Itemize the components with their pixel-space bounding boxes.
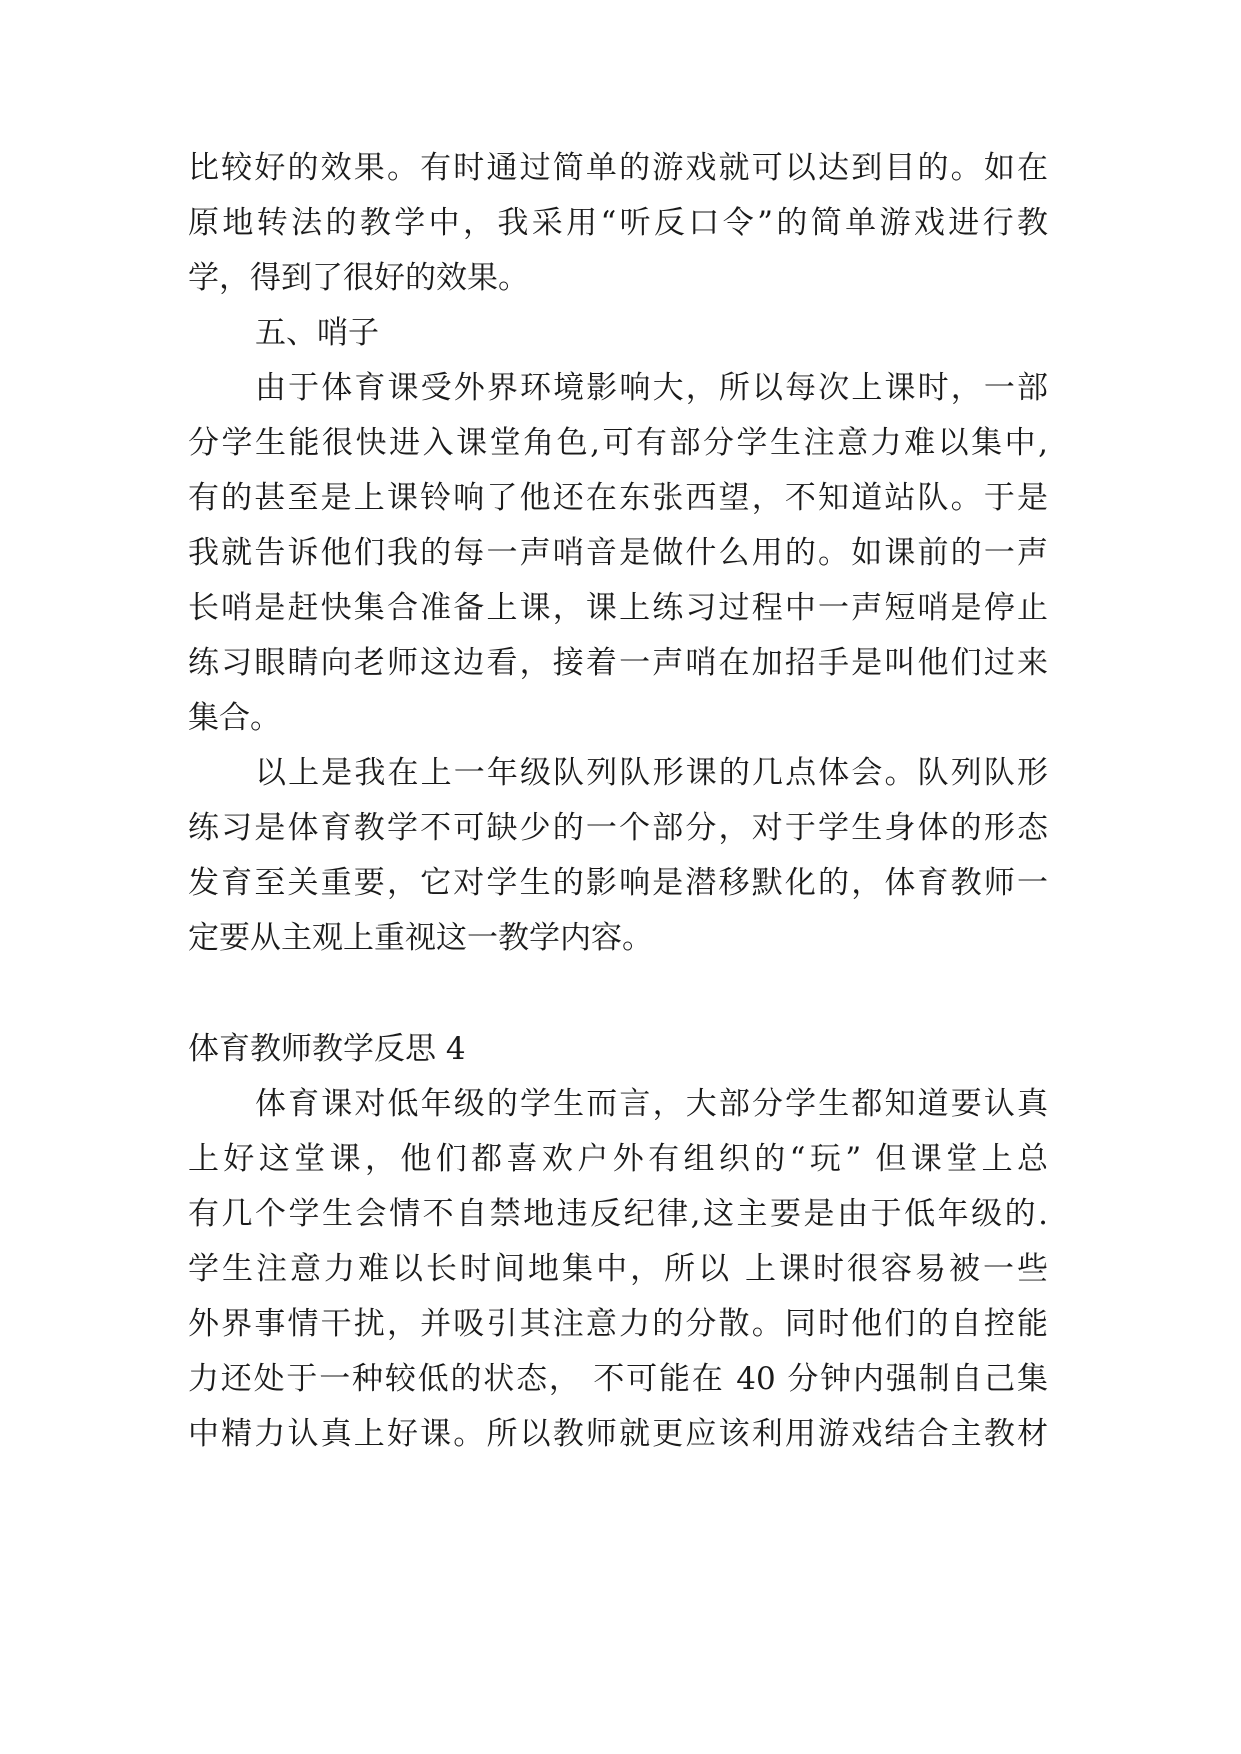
paragraph-line: 有的甚至是上课铃响了他还在东张西望，不知道站队。于是 — [188, 480, 1048, 516]
paragraph-line: 外界事情干扰，并吸引其注意力的分散。同时他们的自控能 — [188, 1306, 1048, 1342]
article-title: 体育教师教学反思 4 — [188, 1031, 466, 1067]
paragraph-line: 由于体育课受外界环境影响大，所以每次上课时，一部 — [255, 370, 1048, 406]
paragraph-line: 我就告诉他们我的每一声哨音是做什么用的。如课前的一声 — [188, 535, 1048, 571]
paragraph-line: 原地转法的教学中，我采用“听反口令”的简单游戏进行教 — [188, 205, 1048, 241]
paragraph-line: 学，得到了很好的效果。 — [188, 260, 529, 296]
paragraph-line: 以上是我在上一年级队列队形课的几点体会。队列队形 — [255, 755, 1048, 791]
paragraph-line: 练习眼睛向老师这边看，接着一声哨在加招手是叫他们过来 — [188, 645, 1048, 681]
paragraph-line: 长哨是赶快集合准备上课，课上练习过程中一声短哨是停止 — [188, 590, 1048, 626]
paragraph-line: 学生注意力难以长时间地集中，所以 上课时很容易被一些 — [188, 1251, 1048, 1287]
paragraph-line: 发育至关重要，它对学生的影响是潜移默化的，体育教师一 — [188, 865, 1048, 901]
paragraph-line: 练习是体育教学不可缺少的一个部分，对于学生身体的形态 — [188, 810, 1048, 846]
section-heading: 五、哨子 — [255, 315, 379, 351]
paragraph-line: 比较好的效果。有时通过简单的游戏就可以达到目的。如在 — [188, 150, 1048, 186]
paragraph-line: 上好这堂课，他们都喜欢户外有组织的“玩” 但课堂上总 — [188, 1141, 1048, 1177]
paragraph-line: 有几个学生会情不自禁地违反纪律,这主要是由于低年级的. — [188, 1196, 1048, 1232]
paragraph-line: 中精力认真上好课。所以教师就更应该利用游戏结合主教材 — [188, 1416, 1048, 1452]
paragraph-line: 集合。 — [188, 700, 281, 736]
paragraph-line: 定要从主观上重视这一教学内容。 — [188, 920, 653, 956]
paragraph-line: 分学生能很快进入课堂角色,可有部分学生注意力难以集中, — [188, 425, 1048, 461]
paragraph-line: 力还处于一种较低的状态， 不可能在 40 分钟内强制自己集 — [188, 1361, 1048, 1397]
paragraph-line: 体育课对低年级的学生而言，大部分学生都知道要认真 — [255, 1086, 1048, 1122]
